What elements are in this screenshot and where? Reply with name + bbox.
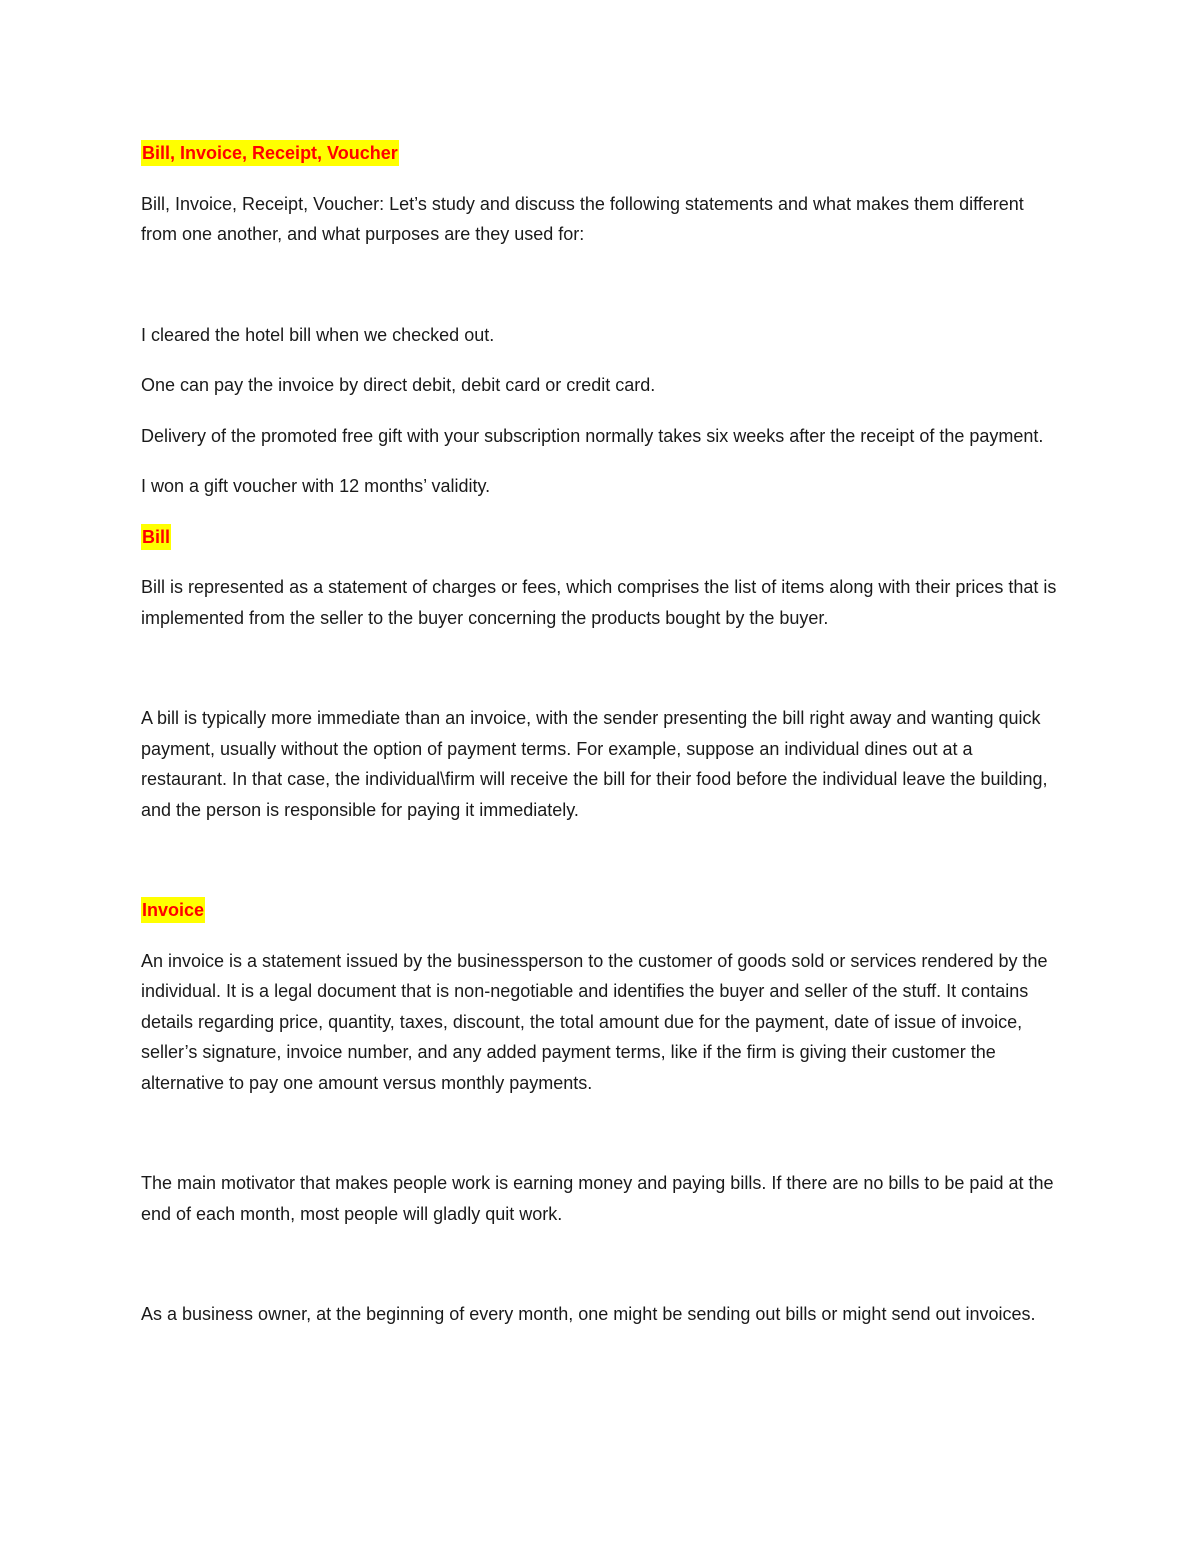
example-sentence: Delivery of the promoted free gift with your subscription normally takes six weeks after the receipt of the payment.	[141, 425, 1044, 446]
spacer	[141, 1229, 1061, 1299]
invoice-paragraph: The main motivator that makes people work is earning money and paying bills. If there are no bills to be paid at the end of each month, most people will gladly quit work.	[141, 1173, 1054, 1224]
example-sentence: I won a gift voucher with 12 months’ validity.	[141, 476, 491, 496]
example-sentence: I cleared the hotel bill when we checked out.	[141, 324, 495, 345]
invoice-heading: Invoice	[141, 897, 205, 923]
invoice-paragraph: An invoice is a statement issued by the businessperson to the customer of goods sold or services rendered by the individual. It is a legal document that is non-negotiable and identifies the buyer and seller of the stuff. It contains details regarding price, quantity, taxes, discount, the total amount due for the payment, date of issue of invoice, seller’s signature, invoice number, and any added payment terms, like if the firm is giving their customer the alternative to pay one amount versus monthly payments.	[141, 950, 1048, 1093]
spacer	[141, 633, 1061, 703]
example-sentence: One can pay the invoice by direct debit, debit card or credit card.	[141, 375, 656, 395]
document-title: Bill, Invoice, Receipt, Voucher	[141, 140, 399, 166]
spacer	[141, 825, 1061, 895]
bill-heading: Bill	[141, 524, 171, 550]
spacer	[141, 250, 1061, 320]
spacer	[141, 1098, 1061, 1168]
invoice-paragraph: As a business owner, at the beginning of every month, one might be sending out bills or might send out invoices.	[141, 1304, 1036, 1324]
bill-paragraph: Bill is represented as a statement of charges or fees, which comprises the list of items along with their prices that is implemented from the seller to the buyer concerning the products bought by the buyer.	[141, 577, 1057, 628]
bill-paragraph: A bill is typically more immediate than an invoice, with the sender presenting the bill right away and wanting quick payment, usually without the option of payment terms. For example, suppose an individual dines out at a restaurant. In that case, the individual\firm will receive the bill for their food before the individual leave the building, and the person is responsible for paying it immediately.	[141, 708, 1048, 820]
document-content	[141, 138, 1061, 1330]
intro-paragraph: Bill, Invoice, Receipt, Voucher: Let’s study and discuss the following statements and what makes them different from one another, and what purposes are they used for:	[141, 193, 1024, 244]
